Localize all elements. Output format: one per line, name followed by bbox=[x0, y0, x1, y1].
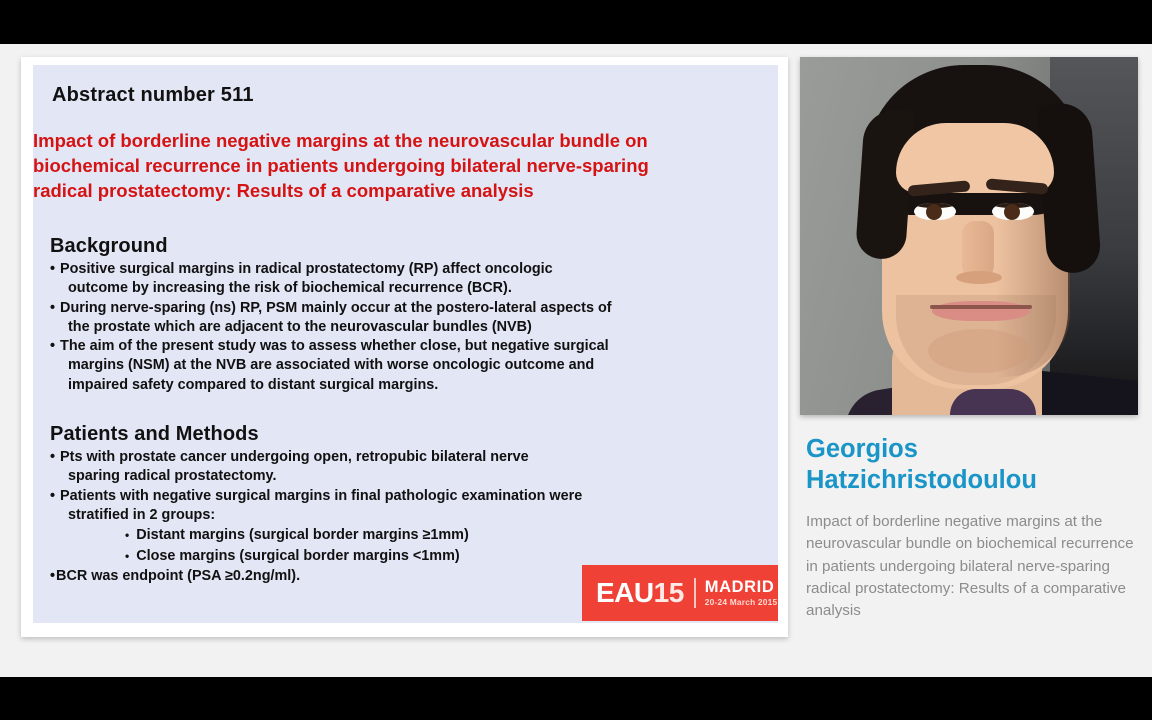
bullet-line: The aim of the present study was to assess whether close, but negative surgical bbox=[60, 338, 609, 355]
presenter-name bbox=[806, 434, 1146, 496]
bullet-line: impaired safety compared to distant surgical margins. bbox=[68, 376, 439, 393]
slide-title-line-1: Impact of borderline negative margins at the neurovascular bundle on bbox=[33, 130, 648, 151]
slide-title bbox=[33, 128, 778, 203]
list-item: • BCR was endpoint (PSA ≥0.2ng/ml). bbox=[50, 567, 770, 586]
bullet-line: margins (NSM) at the NVB are associated with worse oncologic outcome and bbox=[68, 357, 595, 374]
slide-content bbox=[33, 65, 778, 623]
presentation-description: Impact of borderline negative margins at the neurovascular bundle on biochemical recurrence in patients undergoing bilateral nerve-sparing radical prostatectomy: Results of a comparative analysis bbox=[806, 513, 1134, 620]
abstract-number: Abstract number 511 bbox=[52, 84, 254, 106]
photo-chin bbox=[928, 329, 1030, 373]
photo-eye-right bbox=[992, 203, 1034, 220]
section-patients-and-methods bbox=[50, 423, 770, 586]
bullet-line: Positive surgical margins in radical prostatectomy (RP) affect oncologic bbox=[60, 261, 553, 277]
section-heading-background: Background bbox=[50, 235, 168, 257]
presenter-photo bbox=[800, 57, 1138, 415]
presenter-last-name: Hatzichristodoulou bbox=[806, 466, 1037, 494]
section-heading-patients-and-methods: Patients and Methods bbox=[50, 423, 259, 445]
eau-logo-city: MADRID bbox=[704, 578, 775, 597]
eau-logo-year: 15 bbox=[653, 577, 684, 608]
section-background bbox=[50, 235, 770, 395]
list-item bbox=[50, 487, 770, 526]
list-item bbox=[50, 260, 770, 299]
list-item: • Distant margins (surgical border margins ≥1mm) bbox=[125, 525, 770, 546]
eau-logo-wordmark bbox=[596, 579, 684, 607]
methods-bullet-list bbox=[50, 448, 770, 525]
bullet-line: stratified in 2 groups: bbox=[68, 506, 216, 523]
list-item: • Close margins (surgical border margins <1mm) bbox=[125, 546, 770, 567]
bullet-line: Pts with prostate cancer undergoing open, retropubic bilateral nerve bbox=[60, 449, 529, 465]
photo-lip-line bbox=[930, 305, 1032, 309]
list-item bbox=[50, 448, 770, 487]
photo-mouth bbox=[932, 301, 1030, 321]
presenter-first-name: Georgios bbox=[806, 435, 918, 463]
photo-collar bbox=[950, 389, 1036, 415]
eau-logo-divider bbox=[694, 578, 696, 608]
methods-sub-bullet-list bbox=[125, 525, 770, 567]
list-item bbox=[50, 299, 770, 338]
slide-title-line-3: radical prostatectomy: Results of a comparative analysis bbox=[33, 180, 534, 201]
photo-nostrils bbox=[956, 271, 1002, 284]
eau-logo-text: EAU bbox=[596, 577, 654, 608]
slide-title-line-2: biochemical recurrence in patients undergoing bilateral nerve-sparing bbox=[33, 155, 649, 176]
eau-logo-location-block bbox=[705, 579, 778, 606]
eau-logo-dates: 20-24 March 2015 bbox=[704, 596, 778, 607]
letterbox-bar-bottom bbox=[0, 677, 1152, 720]
bullet-line: Patients with negative surgical margins in final pathologic examination were bbox=[60, 487, 583, 504]
bullet-line: the prostate which are adjacent to the neurovascular bundles (NVB) bbox=[68, 318, 532, 335]
slide-card[interactable] bbox=[21, 57, 788, 637]
eau15-congress-logo bbox=[582, 565, 778, 621]
background-bullet-list bbox=[50, 260, 770, 395]
list-item bbox=[50, 337, 770, 395]
photo-eye-left bbox=[914, 203, 956, 220]
bullet-line: outcome by increasing the risk of biochemical recurrence (BCR). bbox=[68, 280, 512, 297]
bullet-line: sparing radical prostatectomy. bbox=[68, 468, 277, 485]
bullet-line: During nerve-sparing (ns) RP, PSM mainly occur at the postero-lateral aspects of bbox=[60, 299, 612, 316]
letterbox-bar-top bbox=[0, 0, 1152, 44]
